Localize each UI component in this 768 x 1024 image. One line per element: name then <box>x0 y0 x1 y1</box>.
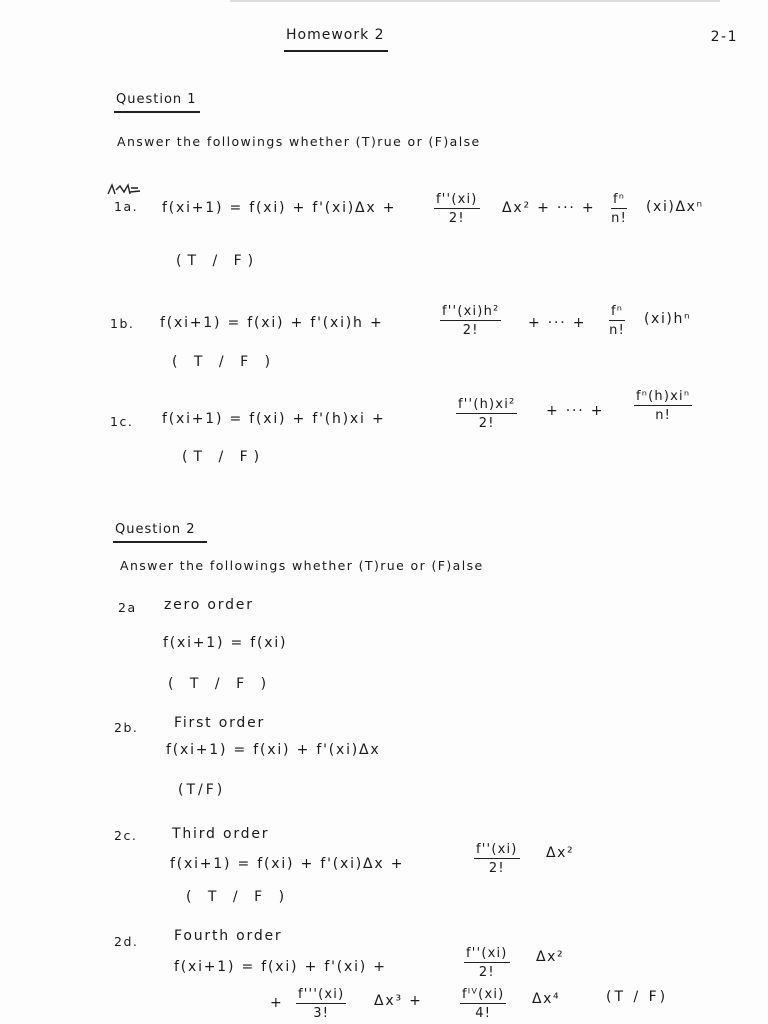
item-2d-line2-middle: Δx³ + <box>374 993 423 1009</box>
item-2b-number: 2b. <box>114 720 139 735</box>
item-2d-order-label: Fourth order <box>174 928 283 944</box>
page-number: 2-1 <box>710 29 738 45</box>
item-1b-true-false: ( T / F ) <box>172 354 277 370</box>
item-2a-true-false: ( T / F ) <box>168 676 273 692</box>
item-2d-equation: f(xi+1) = f(xi) + f'(xi) + <box>174 959 387 975</box>
item-1c-number: 1c. <box>110 414 134 429</box>
item-2d-fraction-1 <box>464 947 510 979</box>
item-2d-fraction-3 <box>460 988 506 1020</box>
item-1c-fraction-1 <box>456 398 517 430</box>
item-1c-fraction-2-denominator: n! <box>655 408 672 424</box>
item-1c-equation: f(xi+1) = f(xi) + f'(h)xi + <box>162 411 386 427</box>
question1-heading: Question 1 <box>116 92 197 107</box>
item-2d-fraction-2 <box>296 988 346 1020</box>
item-1a-fraction-1-denominator: 2! <box>448 211 465 227</box>
item-1c-fraction-2 <box>634 390 692 422</box>
item-2d-fraction-1-numerator: f''(xi) <box>466 946 508 961</box>
item-2c-equation: f(xi+1) = f(xi) + f'(xi)Δx + <box>170 856 405 872</box>
item-2a-number: 2a <box>118 600 137 615</box>
question2-heading-underline <box>113 541 207 543</box>
item-1a-fraction-2-numerator: fⁿ <box>613 192 626 207</box>
item-1b-number: 1b. <box>110 316 135 331</box>
item-2c-number: 2c. <box>114 828 138 843</box>
item-1b-fraction-1-numerator: f''(xi)h² <box>442 304 500 319</box>
item-1b-middle-terms: + ··· + <box>528 315 587 331</box>
item-2d-line2-tail: Δx⁴ <box>532 991 561 1007</box>
item-1b-fraction-2-numerator: fⁿ <box>611 304 624 319</box>
item-1a-tail: (xi)Δxⁿ <box>646 199 704 215</box>
item-1c-fraction-2-numerator: fⁿ(h)xiⁿ <box>636 389 691 404</box>
item-1a-number: 1a. <box>114 199 139 214</box>
item-1a-fraction-1 <box>434 193 480 225</box>
item-1b-equation: f(xi+1) = f(xi) + f'(xi)h + <box>160 315 384 331</box>
item-2c-order-label: Third order <box>172 826 270 842</box>
scribble-mark <box>106 182 142 198</box>
item-1a-equation: f(xi+1) = f(xi) + f'(xi)Δx + <box>162 200 397 216</box>
question1-heading-underline <box>114 111 200 113</box>
item-2a-equation: f(xi+1) = f(xi) <box>163 635 288 651</box>
item-2d-fraction-3-numerator: fᴵⱽ(xi) <box>462 987 505 1002</box>
title-underline <box>284 50 388 52</box>
scan-edge <box>230 0 720 2</box>
item-1c-fraction-1-numerator: f''(h)xi² <box>458 397 516 412</box>
item-2d-number: 2d. <box>114 934 139 949</box>
page-title: Homework 2 <box>286 27 385 43</box>
item-2c-true-false: ( T / F ) <box>186 889 291 905</box>
item-1c-middle-terms: + ··· + <box>546 403 605 419</box>
item-2d-fraction-2-denominator: 3! <box>313 1006 330 1022</box>
item-2b-order-label: First order <box>174 715 266 731</box>
item-2d-fraction-1-denominator: 2! <box>478 965 495 981</box>
question2-heading: Question 2 <box>115 522 196 537</box>
item-2d-fraction-2-numerator: f'''(xi) <box>298 987 345 1002</box>
question2-instruction: Answer the followings whether (T)rue or (F)alse <box>120 558 484 573</box>
question1-instruction: Answer the followings whether (T)rue or (F)alse <box>117 134 481 149</box>
item-2c-fraction-numerator: f''(xi) <box>476 842 518 857</box>
item-2b-equation: f(xi+1) = f(xi) + f'(xi)Δx <box>166 742 381 758</box>
item-2d-fraction-3-denominator: 4! <box>475 1006 492 1022</box>
item-1a-true-false: (T / F) <box>176 253 260 269</box>
item-2c-tail: Δx² <box>546 845 575 861</box>
item-2d-tail: Δx² <box>536 949 565 965</box>
item-1a-fraction-2-denominator: n! <box>611 211 628 227</box>
item-1a-fraction-2 <box>611 193 627 225</box>
item-1a-middle-terms: Δx² + ··· + <box>502 200 596 216</box>
item-1b-tail: (xi)hⁿ <box>644 311 692 327</box>
item-1b-fraction-2 <box>609 305 625 337</box>
item-2d-true-false: (T / F) <box>606 989 669 1005</box>
item-2b-true-false: (T/F) <box>178 782 226 798</box>
item-2d-line2-lead: + <box>270 995 284 1011</box>
item-2a-order-label: zero order <box>164 597 254 613</box>
item-1c-fraction-1-denominator: 2! <box>478 416 495 432</box>
item-1b-fraction-2-denominator: n! <box>609 323 626 339</box>
item-2c-fraction <box>474 843 520 875</box>
item-1a-fraction-1-numerator: f''(xi) <box>436 192 478 207</box>
item-2c-fraction-denominator: 2! <box>488 861 505 877</box>
item-1b-fraction-1-denominator: 2! <box>462 323 479 339</box>
item-1c-true-false: (T / F) <box>182 449 266 465</box>
item-1b-fraction-1 <box>440 305 501 337</box>
